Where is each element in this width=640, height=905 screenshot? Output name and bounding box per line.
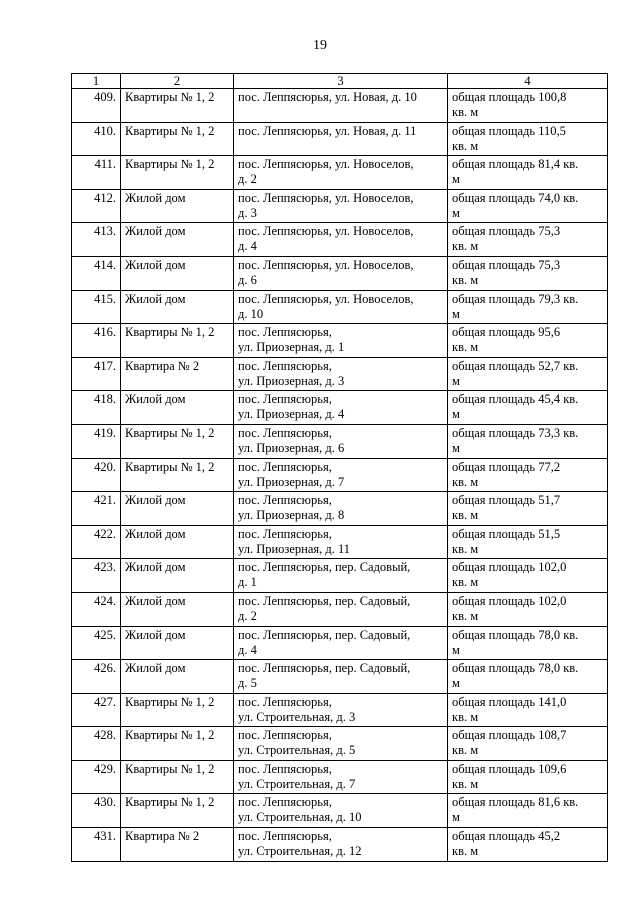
area-cell: общая площадь 51,7 кв. м (448, 492, 608, 526)
area-cell: общая площадь 102,0 кв. м (448, 592, 608, 626)
address-cell: пос. Леппясюрья, ул. Приозерная, д. 4 (234, 391, 448, 425)
object-cell: Квартиры № 1, 2 (121, 693, 234, 727)
row-number-cell: 409. (72, 89, 121, 123)
area-cell: общая площадь 78,0 кв. м (448, 660, 608, 694)
property-register-table (71, 73, 608, 862)
row-number-cell: 416. (72, 324, 121, 358)
address-cell: пос. Леппясюрья, ул. Новоселов, д. 10 (234, 290, 448, 324)
row-number-cell: 411. (72, 156, 121, 190)
address-cell: пос. Леппясюрья, ул. Приозерная, д. 1 (234, 324, 448, 358)
object-cell: Квартира № 2 (121, 828, 234, 862)
row-number-cell: 421. (72, 492, 121, 526)
table-row (72, 760, 608, 794)
row-number-cell: 429. (72, 760, 121, 794)
table-row (72, 660, 608, 694)
row-number-cell: 413. (72, 223, 121, 257)
area-cell: общая площадь 78,0 кв. м (448, 626, 608, 660)
table-row (72, 290, 608, 324)
address-cell: пос. Леппясюрья, ул. Приозерная, д. 3 (234, 357, 448, 391)
table-header-row (72, 74, 608, 89)
area-cell: общая площадь 52,7 кв. м (448, 357, 608, 391)
row-number-cell: 420. (72, 458, 121, 492)
area-cell: общая площадь 45,2 кв. м (448, 828, 608, 862)
area-cell: общая площадь 109,6 кв. м (448, 760, 608, 794)
address-cell: пос. Леппясюрья, пер. Садовый, д. 4 (234, 626, 448, 660)
address-cell: пос. Леппясюрья, ул. Новоселов, д. 4 (234, 223, 448, 257)
row-number-cell: 427. (72, 693, 121, 727)
address-cell: пос. Леппясюрья, пер. Садовый, д. 2 (234, 592, 448, 626)
table-row (72, 693, 608, 727)
object-cell: Жилой дом (121, 626, 234, 660)
area-cell: общая площадь 141,0 кв. м (448, 693, 608, 727)
area-cell: общая площадь 108,7 кв. м (448, 727, 608, 761)
address-cell: пос. Леппясюрья, ул. Приозерная, д. 6 (234, 424, 448, 458)
table-row (72, 189, 608, 223)
object-cell: Жилой дом (121, 391, 234, 425)
row-number-cell: 425. (72, 626, 121, 660)
row-number-cell: 431. (72, 828, 121, 862)
area-cell: общая площадь 81,6 кв. м (448, 794, 608, 828)
row-number-cell: 426. (72, 660, 121, 694)
address-cell: пос. Леппясюрья, ул. Строительная, д. 10 (234, 794, 448, 828)
table-row (72, 357, 608, 391)
table-row (72, 391, 608, 425)
table-row (72, 324, 608, 358)
table-row (72, 626, 608, 660)
object-cell: Жилой дом (121, 492, 234, 526)
table-row (72, 525, 608, 559)
row-number-cell: 428. (72, 727, 121, 761)
object-cell: Жилой дом (121, 290, 234, 324)
address-cell: пос. Леппясюрья, ул. Строительная, д. 5 (234, 727, 448, 761)
table-row (72, 727, 608, 761)
object-cell: Жилой дом (121, 189, 234, 223)
area-cell: общая площадь 51,5 кв. м (448, 525, 608, 559)
address-cell: пос. Леппясюрья, ул. Новоселов, д. 2 (234, 156, 448, 190)
table-row (72, 828, 608, 862)
object-cell: Квартиры № 1, 2 (121, 458, 234, 492)
row-number-cell: 424. (72, 592, 121, 626)
table-row (72, 424, 608, 458)
object-cell: Жилой дом (121, 660, 234, 694)
column-header-4: 4 (448, 74, 608, 89)
area-cell: общая площадь 95,6 кв. м (448, 324, 608, 358)
address-cell: пос. Леппясюрья, пер. Садовый, д. 1 (234, 559, 448, 593)
address-cell: пос. Леппясюрья, ул. Строительная, д. 7 (234, 760, 448, 794)
area-cell: общая площадь 75,3 кв. м (448, 256, 608, 290)
row-number-cell: 415. (72, 290, 121, 324)
object-cell: Квартиры № 1, 2 (121, 727, 234, 761)
table-row (72, 89, 608, 123)
object-cell: Квартиры № 1, 2 (121, 760, 234, 794)
object-cell: Квартиры № 1, 2 (121, 156, 234, 190)
object-cell: Жилой дом (121, 525, 234, 559)
object-cell: Квартиры № 1, 2 (121, 122, 234, 156)
column-header-2: 2 (121, 74, 234, 89)
page-number: 19 (313, 38, 327, 53)
row-number-cell: 419. (72, 424, 121, 458)
column-header-1: 1 (72, 74, 121, 89)
address-cell: пос. Леппясюрья, ул. Приозерная, д. 7 (234, 458, 448, 492)
area-cell: общая площадь 74,0 кв. м (448, 189, 608, 223)
object-cell: Квартиры № 1, 2 (121, 324, 234, 358)
row-number-cell: 414. (72, 256, 121, 290)
address-cell: пос. Леппясюрья, ул. Новая, д. 11 (234, 122, 448, 156)
row-number-cell: 410. (72, 122, 121, 156)
table-row (72, 458, 608, 492)
area-cell: общая площадь 110,5 кв. м (448, 122, 608, 156)
object-cell: Квартиры № 1, 2 (121, 424, 234, 458)
address-cell: пос. Леппясюрья, ул. Приозерная, д. 11 (234, 525, 448, 559)
row-number-cell: 418. (72, 391, 121, 425)
row-number-cell: 422. (72, 525, 121, 559)
object-cell: Квартиры № 1, 2 (121, 794, 234, 828)
object-cell: Жилой дом (121, 256, 234, 290)
area-cell: общая площадь 45,4 кв. м (448, 391, 608, 425)
table-row (72, 223, 608, 257)
row-number-cell: 430. (72, 794, 121, 828)
area-cell: общая площадь 102,0 кв. м (448, 559, 608, 593)
table-row (72, 592, 608, 626)
area-cell: общая площадь 79,3 кв. м (448, 290, 608, 324)
address-cell: пос. Леппясюрья, ул. Строительная, д. 3 (234, 693, 448, 727)
column-header-3: 3 (234, 74, 448, 89)
object-cell: Квартира № 2 (121, 357, 234, 391)
object-cell: Жилой дом (121, 223, 234, 257)
address-cell: пос. Леппясюрья, ул. Приозерная, д. 8 (234, 492, 448, 526)
object-cell: Квартиры № 1, 2 (121, 89, 234, 123)
object-cell: Жилой дом (121, 559, 234, 593)
table-row (72, 559, 608, 593)
row-number-cell: 412. (72, 189, 121, 223)
address-cell: пос. Леппясюрья, ул. Новоселов, д. 6 (234, 256, 448, 290)
table-row (72, 794, 608, 828)
area-cell: общая площадь 81,4 кв. м (448, 156, 608, 190)
row-number-cell: 417. (72, 357, 121, 391)
area-cell: общая площадь 100,8 кв. м (448, 89, 608, 123)
address-cell: пос. Леппясюрья, ул. Новоселов, д. 3 (234, 189, 448, 223)
table-row (72, 256, 608, 290)
area-cell: общая площадь 77,2 кв. м (448, 458, 608, 492)
table-row (72, 492, 608, 526)
address-cell: пос. Леппясюрья, пер. Садовый, д. 5 (234, 660, 448, 694)
area-cell: общая площадь 75,3 кв. м (448, 223, 608, 257)
area-cell: общая площадь 73,3 кв. м (448, 424, 608, 458)
address-cell: пос. Леппясюрья, ул. Строительная, д. 12 (234, 828, 448, 862)
table-row (72, 122, 608, 156)
table-row (72, 156, 608, 190)
object-cell: Жилой дом (121, 592, 234, 626)
row-number-cell: 423. (72, 559, 121, 593)
address-cell: пос. Леппясюрья, ул. Новая, д. 10 (234, 89, 448, 123)
